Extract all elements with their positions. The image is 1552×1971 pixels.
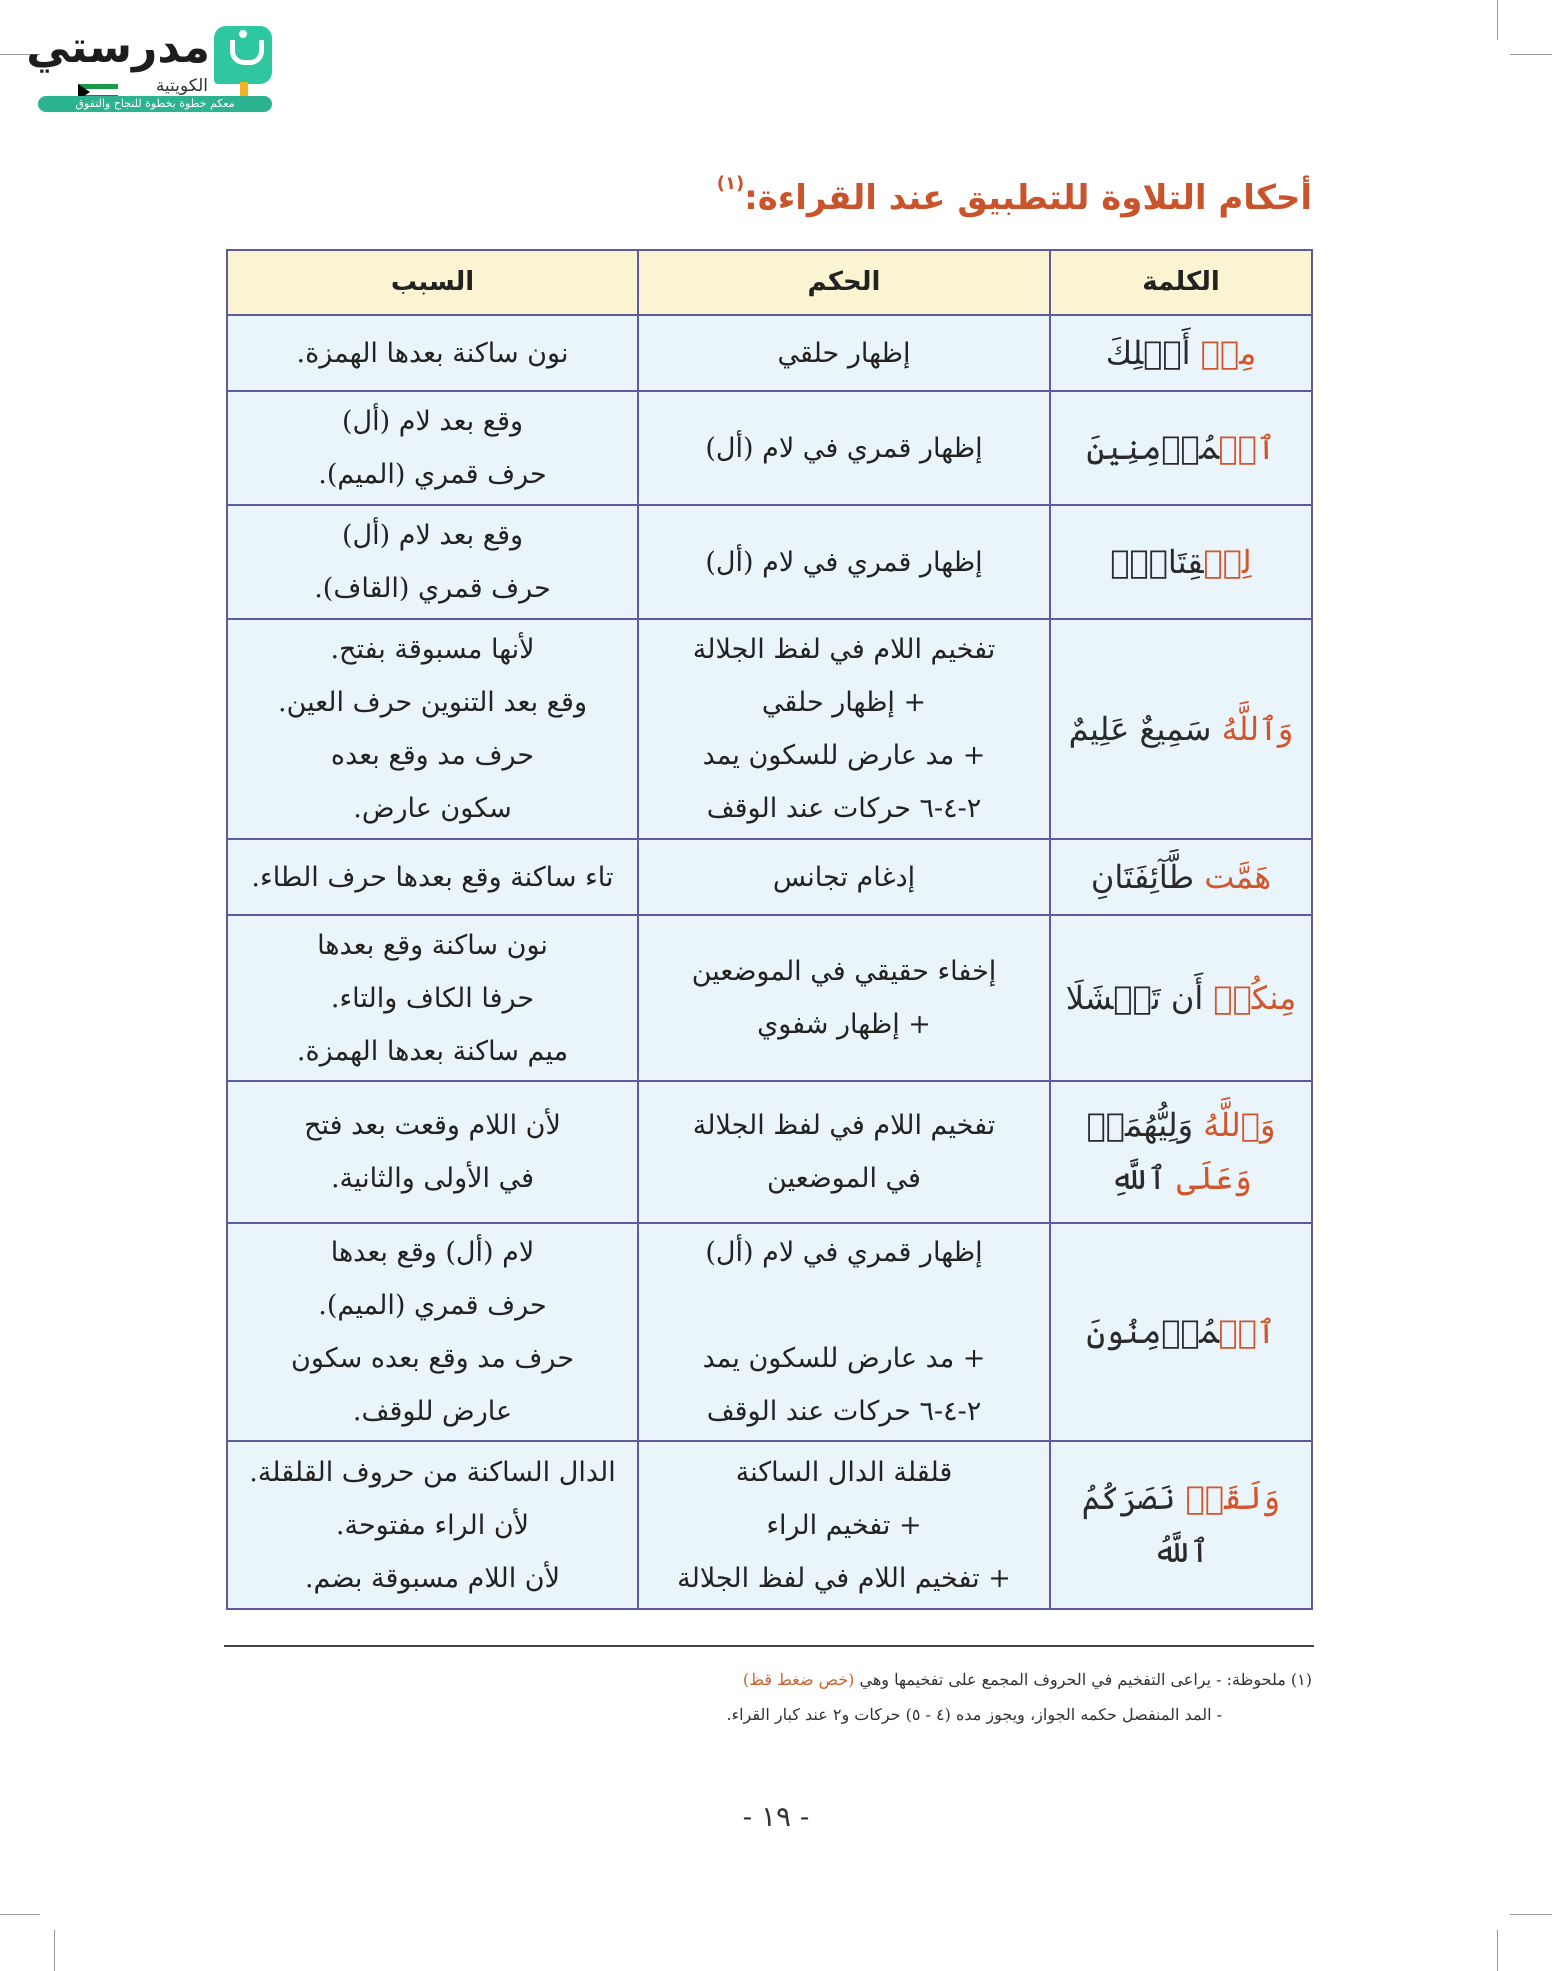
- reason-cell: [227, 391, 638, 505]
- word-cell: [1050, 391, 1312, 505]
- word-highlight: وَعَلَى: [1176, 1159, 1252, 1197]
- word-highlight: وَلَقَدۡ: [1185, 1479, 1281, 1517]
- word-cell: [1050, 1081, 1312, 1223]
- reason-cell-line: لأنها مسبوقة بفتح.: [330, 634, 535, 665]
- tajweed-table: [226, 249, 1313, 1610]
- word-highlight: لِلۡ: [1203, 542, 1252, 581]
- word-rest: سَمِيعٌ عَلِيمٌ: [1068, 709, 1222, 748]
- ruling-cell-line: إظهار قمري في لام (أل): [705, 1237, 983, 1268]
- reason-cell-line: لام (أل) وقع بعدها: [330, 1237, 535, 1268]
- word-cell: [1050, 315, 1312, 391]
- footnote-accent: (خص ضغط قظ): [742, 1670, 855, 1689]
- reason-cell-line: حرفا الكاف والتاء.: [330, 982, 535, 1014]
- footnote-divider: [224, 1645, 1314, 1647]
- crop-mark: [54, 1930, 55, 1971]
- reason-cell-line: لأن اللام مسبوقة بضم.: [304, 1562, 561, 1594]
- reason-cell-line: لأن الراء مفتوحة.: [335, 1509, 530, 1541]
- footnote-line-1: [743, 1670, 1312, 1689]
- ruling-cell-line: تفخيم اللام في لفظ الجلالة: [692, 1110, 996, 1141]
- logo-name: مدرستي: [26, 22, 210, 73]
- reason-cell-line: سكون عارض.: [353, 793, 512, 824]
- crop-mark: [0, 1914, 40, 1915]
- quran-word: [1061, 1152, 1301, 1205]
- word-cell: [1050, 505, 1312, 619]
- word-highlight: مِنۡ: [1200, 333, 1257, 372]
- reason-cell: [227, 839, 638, 915]
- ruling-cell-line: في الموضعين: [767, 1163, 921, 1194]
- ruling-cell-line: + مد عارض للسكون يمد: [702, 740, 986, 771]
- ruling-cell: [638, 915, 1050, 1081]
- word-rest: مُؤۡمِنُونَ: [1086, 1312, 1219, 1351]
- ruling-cell-line: + إظهار شفوي: [757, 1009, 931, 1040]
- table-row: [227, 391, 1312, 505]
- page-number: - ١٩ -: [742, 1800, 810, 1833]
- reason-cell-line: وقع بعد لام (أل): [341, 520, 524, 551]
- quran-word: [1061, 1099, 1301, 1152]
- table-row: [227, 1223, 1312, 1441]
- reason-cell-line: وقع بعد التنوين حرف العين.: [277, 687, 587, 718]
- reason-cell-line: عارض للوقف.: [352, 1396, 513, 1427]
- table-row: [227, 839, 1312, 915]
- ruling-cell-line: + تفخيم اللام في لفظ الجلالة: [677, 1562, 1011, 1594]
- footnote-text: (١) ملحوظة: - يراعى التفخيم في الحروف المجمع على تفخيمها وهي: [859, 1670, 1312, 1689]
- reason-cell-line: نون ساكنة بعدها الهمزة.: [296, 337, 569, 369]
- quran-word: [1061, 972, 1301, 1025]
- word-rest: ٱللَّهِ: [1110, 1159, 1177, 1197]
- word-highlight: وَٱللَّهُ: [1203, 1106, 1276, 1144]
- ruling-cell-line: تفخيم اللام في لفظ الجلالة: [692, 634, 996, 665]
- ruling-cell-line: إدغام تجانس: [772, 861, 916, 893]
- crop-mark: [1510, 1914, 1552, 1915]
- ruling-cell-line: ٢-٤-٦ حركات عند الوقف: [706, 1396, 982, 1427]
- table-header-row: [227, 250, 1312, 315]
- ruling-cell-line: إظهار حلقي: [777, 337, 911, 369]
- table-row: [227, 315, 1312, 391]
- word-rest: مُؤۡمِنِينَ: [1086, 428, 1219, 467]
- ruling-cell: [638, 839, 1050, 915]
- logo-subtitle: الكويتية: [155, 76, 208, 96]
- word-highlight: هَمَّت: [1204, 857, 1272, 896]
- reason-cell-line: حرف قمري (الميم).: [318, 459, 547, 490]
- word-rest: أَن تَفۡشَلَا: [1065, 978, 1214, 1017]
- table-row: [227, 1441, 1312, 1609]
- ruling-cell: [638, 1441, 1050, 1609]
- ruling-cell: [638, 391, 1050, 505]
- reason-cell-line: حرف مد وقع بعده سكون: [290, 1343, 575, 1374]
- ruling-cell-line: إظهار قمري في لام (أل): [705, 546, 983, 578]
- word-highlight: ٱلۡ: [1218, 1312, 1276, 1351]
- crop-mark: [1510, 54, 1552, 55]
- reason-cell-line: حرف قمري (الميم).: [318, 1290, 547, 1321]
- reason-cell-line: ميم ساكنة بعدها الهمزة.: [296, 1035, 569, 1067]
- ruling-cell-line: إظهار قمري في لام (أل): [705, 432, 983, 464]
- word-cell: [1050, 915, 1312, 1081]
- ruling-cell-line: + إظهار حلقي: [761, 687, 927, 718]
- word-rest: نَصَرَكُمُ ٱللَّهُ: [1081, 1479, 1210, 1570]
- word-highlight: وَٱللَّهُ: [1221, 709, 1294, 748]
- quran-word: [1061, 422, 1301, 475]
- quran-word: [1061, 703, 1301, 756]
- logo-icon: [214, 26, 272, 84]
- reason-cell-line: وقع بعد لام (أل): [341, 406, 524, 437]
- quran-word: [1061, 327, 1301, 380]
- word-highlight: ٱلۡ: [1218, 428, 1276, 467]
- ruling-cell: [638, 1081, 1050, 1223]
- quran-word: [1061, 1472, 1301, 1578]
- table-row: [227, 915, 1312, 1081]
- reason-cell-line: نون ساكنة وقع بعدها: [317, 929, 548, 961]
- ruling-cell-line: + تفخيم الراء: [766, 1509, 922, 1541]
- crop-mark: [1497, 0, 1498, 40]
- reason-cell: [227, 1441, 638, 1609]
- table-row: [227, 619, 1312, 839]
- header-ruling: الحكم: [638, 250, 1050, 315]
- crop-mark: [1497, 1930, 1498, 1971]
- word-rest: وَلِيُّهُمَاۗ: [1086, 1106, 1204, 1144]
- ruling-cell-line: [649, 1279, 1039, 1332]
- table-row: [227, 1081, 1312, 1223]
- word-cell: [1050, 619, 1312, 839]
- footnote-ref: (١): [716, 172, 745, 194]
- ruling-cell-line: + مد عارض للسكون يمد: [702, 1343, 986, 1374]
- reason-cell-line: حرف مد وقع بعده: [330, 740, 535, 771]
- word-rest: أَهۡلِكَ: [1105, 333, 1201, 372]
- ruling-cell: [638, 505, 1050, 619]
- header-word: الكلمة: [1050, 250, 1312, 315]
- ruling-cell-line: قلقلة الدال الساكنة: [735, 1456, 953, 1488]
- logo-tagline: معكم خطوة بخطوة للنجاح والتفوق: [38, 96, 272, 112]
- ruling-cell-line: إخفاء حقيقي في الموضعين: [691, 956, 997, 987]
- reason-cell: [227, 315, 638, 391]
- table-row: [227, 505, 1312, 619]
- ruling-cell-line: ٢-٤-٦ حركات عند الوقف: [706, 793, 982, 824]
- ruling-cell: [638, 619, 1050, 839]
- heading-title: أحكام التلاوة للتطبيق عند القراءة:: [744, 178, 1312, 218]
- reason-cell-line: تاء ساكنة وقع بعدها حرف الطاء.: [251, 861, 614, 893]
- quran-word: [1061, 851, 1301, 904]
- ruling-cell: [638, 1223, 1050, 1441]
- word-rest: قِتَالِۚ: [1110, 542, 1204, 581]
- word-cell: [1050, 1441, 1312, 1609]
- reason-cell: [227, 619, 638, 839]
- page-heading: [716, 172, 1312, 218]
- school-logo: [26, 22, 278, 114]
- quran-word: [1061, 536, 1301, 589]
- reason-cell: [227, 1223, 638, 1441]
- header-reason: السبب: [227, 250, 638, 315]
- footnote-line-2: - المد المنفصل حكمه الجواز، ويجوز مده (٤ - ٥) حركات و٢ عند كبار القراء.: [726, 1705, 1222, 1724]
- word-cell: [1050, 839, 1312, 915]
- reason-cell: [227, 915, 638, 1081]
- word-rest: طَّآئِفَتَانِ: [1090, 857, 1205, 896]
- reason-cell-line: في الأولى والثانية.: [330, 1163, 535, 1194]
- reason-cell: [227, 1081, 638, 1223]
- ruling-cell: [638, 315, 1050, 391]
- reason-cell-line: لأن اللام وقعت بعد فتح: [304, 1110, 561, 1141]
- reason-cell: [227, 505, 638, 619]
- word-highlight: مِنكُمۡ: [1213, 978, 1297, 1017]
- quran-word: [1061, 1306, 1301, 1359]
- word-cell: [1050, 1223, 1312, 1441]
- reason-cell-line: الدال الساكنة من حروف القلقلة.: [249, 1456, 616, 1488]
- reason-cell-line: حرف قمري (القاف).: [314, 573, 551, 604]
